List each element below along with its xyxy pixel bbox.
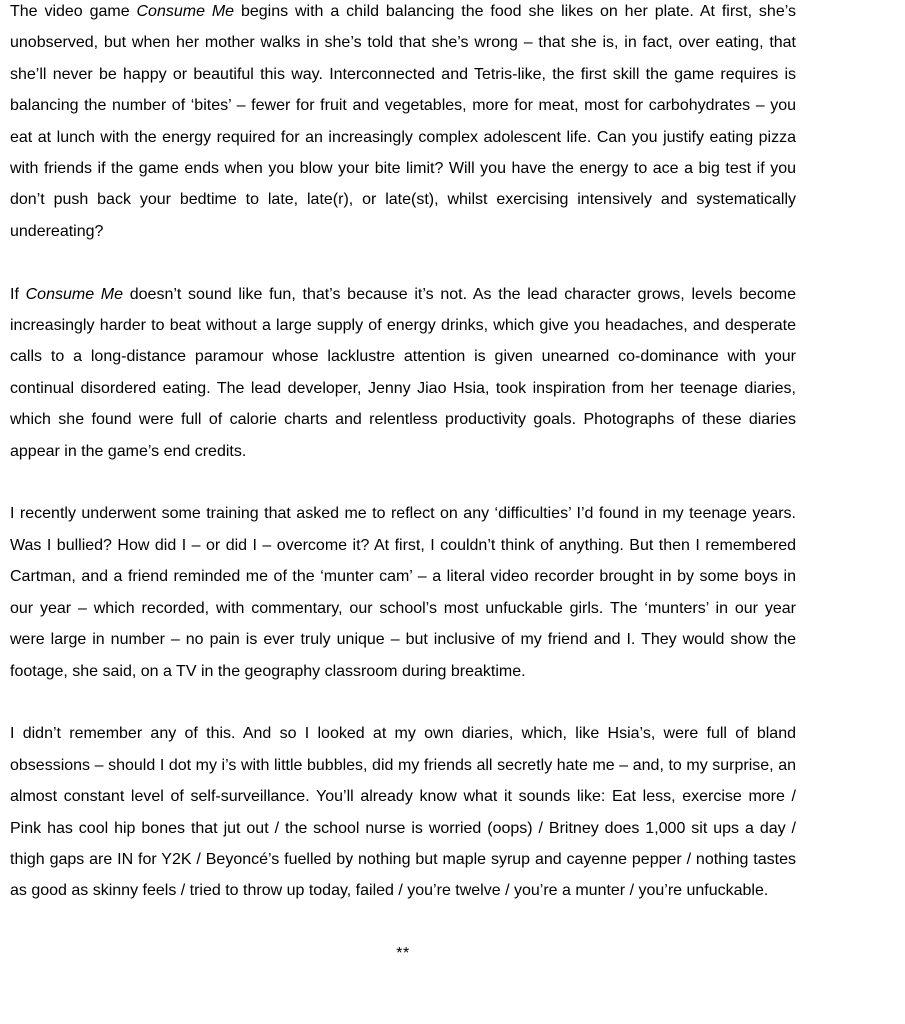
game-title-italic: Consume Me: [25, 285, 124, 303]
paragraph-2-text-pre: If: [10, 285, 26, 303]
paragraph-1: [10, 0, 796, 247]
paragraph-2: [10, 279, 796, 467]
section-separator: **: [396, 945, 410, 963]
paragraph-1-text-pre: The video game: [10, 3, 137, 20]
article-body: [10, 0, 796, 970]
game-title-italic: Consume Me: [136, 3, 235, 20]
paragraph-4: I didn’t remember any of this. And so I looked at my own diaries, which, like Hsia’s, were full of bland obsessions – should I dot my i’s with little bubbles, did my friends all secretly hate me – and, to my surprise, an almost constant level of self-surveillance. You’ll already know what it sounds like: Eat less, exercise more / Pink has cool hip bones that jut out / the school nurse is worried (oops) / Britney does 1,000 sit ups a day / thigh gaps are IN for Y2K / Beyoncé’s fuelled by nothing but maple syrup and cayenne pepper / nothing tastes as good as skinny feels / tried to throw up today, failed / you’re twelve / you’re a munter / you’re unfuckable.: [10, 725, 796, 900]
paragraph-3: I recently underwent some training that asked me to reflect on any ‘difficulties’ I’d found in my teenage years. Was I bullied? How did I – or did I – overcome it? At first, I couldn’t think of anything. But then I remembered Cartman, and a friend reminded me of the ‘munter cam’ – a literal video recorder brought in by some boys in our year – which recorded, with commentary, our school’s most unfuckable girls. The ‘munters’ in our year were large in number – no pain is ever truly unique – but inclusive of my friend and I. They would show the footage, she said, on a TV in the geography classroom during breaktime.: [10, 505, 796, 680]
paragraph-1-text-post: begins with a child balancing the food she likes on her plate. At first, she’s unobserved, but when her mother walks in she’s told that she’s wrong – that she is, in fact, over eating, that she’ll never be happy or beautiful this way. Interconnected and Tetris-like, the first skill the game requires is balancing the number of ‘bites’ – fewer for fruit and vegetables, more for meat, most for carbohydrates – you eat at lunch with the energy required for an increasingly complex adolescent life. Can you justify eating pizza with friends if the game ends when you blow your bite limit? Will you have the energy to ace a big test if you don’t push back your bedtime to late, late(r), or late(st), whilst exercising intensively and systematically undereating?: [10, 3, 796, 240]
paragraph-2-text-post: doesn’t sound like fun, that’s because it’s not. As the lead character grows, levels become increasingly harder to beat without a large supply of energy drinks, which give you headaches, and desperate calls to a long-distance paramour whose lacklustre attention is given unearned co-dominance with your continual disordered eating. The lead developer, Jenny Jiao Hsia, took inspiration from her teenage diaries, which she found were full of calorie charts and relentless productivity goals. Photographs of these diaries appear in the game’s end credits.: [10, 285, 796, 460]
